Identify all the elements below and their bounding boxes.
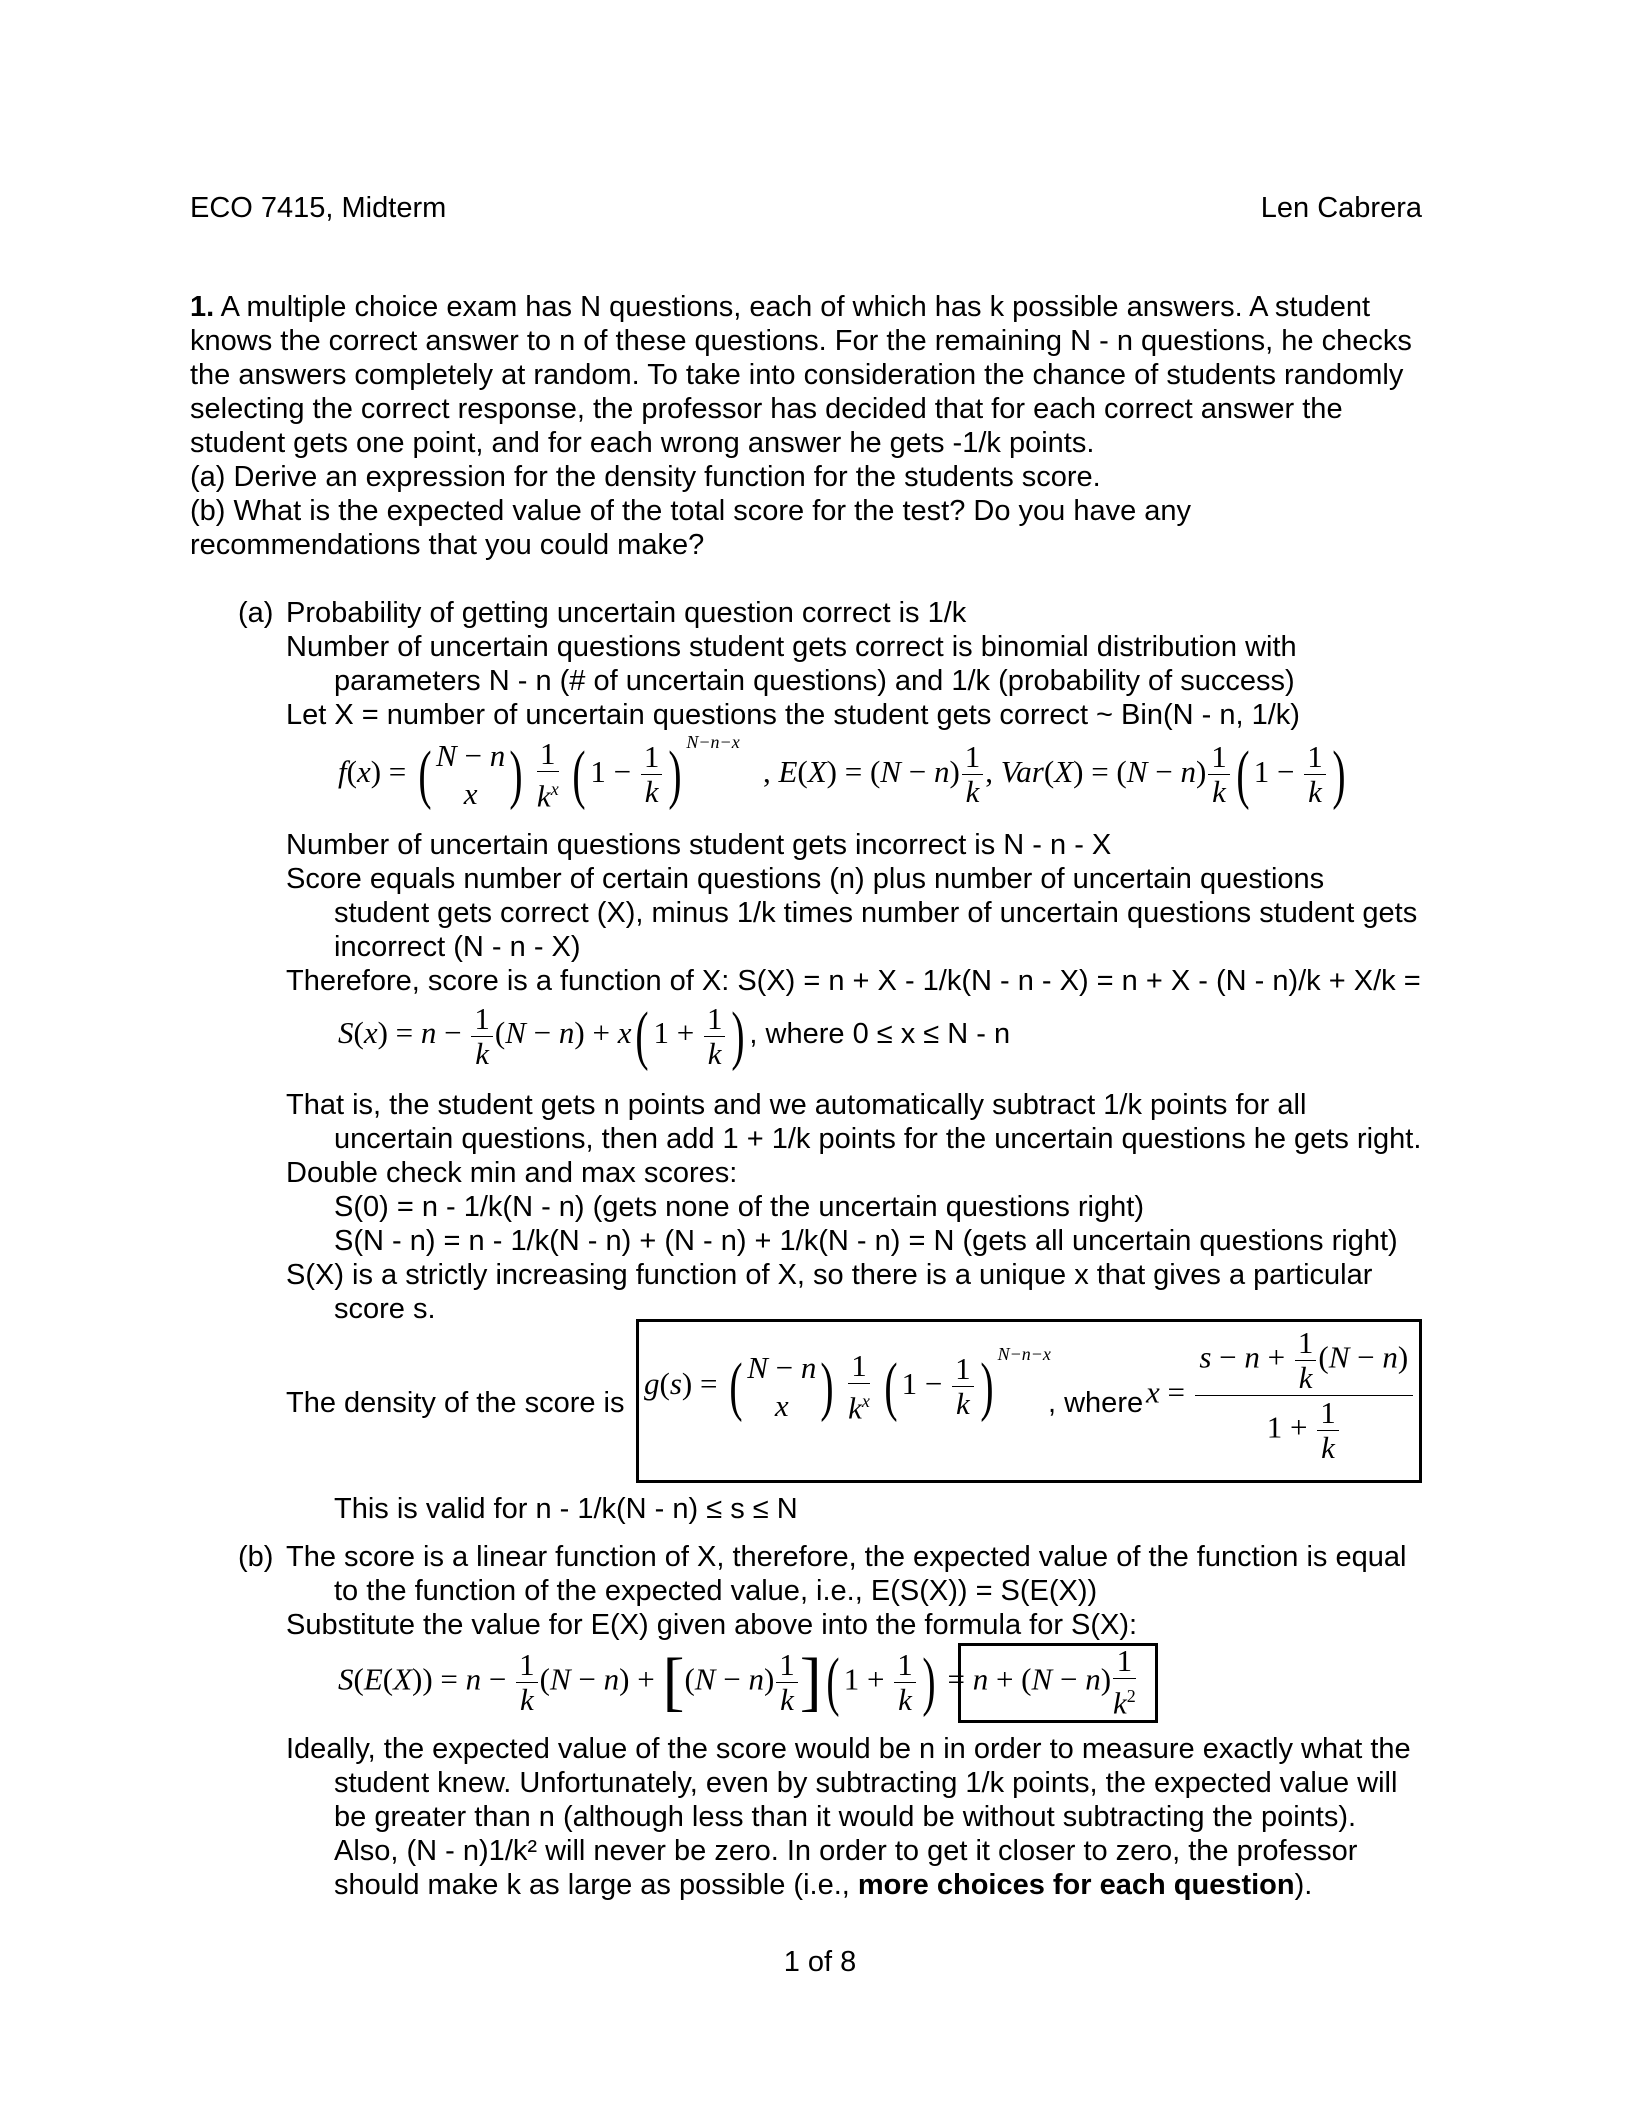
question-line-3: the answers completely at random. To take into consideration the chance of students randomly [190,359,1404,391]
part-a-line-1: Probability of getting uncertain question correct is 1/k [286,597,967,629]
part-a-line-16: score s. [334,1293,436,1325]
part-a-line-12: Double check min and max scores: [286,1157,738,1189]
score-range: , where 0 ≤ x ≤ N - n [749,1018,1011,1051]
part-a-line-11: uncertain questions, then add 1 + 1/k points for the uncertain questions he gets right. [334,1123,1422,1155]
part-b-line-5: student knew. Unfortunately, even by subtracting 1/k points, the expected value will [334,1767,1398,1799]
part-a-line-10: That is, the student gets n points and we automatically subtract 1/k points for all [286,1089,1307,1121]
density-label: The density of the score is [286,1387,625,1419]
part-b-label: (b) [238,1541,274,1573]
formula-score: S(x) = n − $\frac{1}{k}$ (N − n) + x( 1 + $\frac{1}{k}$ ) , where 0 ≤ x ≤ N - n [338,999,1011,1072]
question-line-6: (a) Derive an expression for the density function for the students score. [190,461,1101,493]
question-line-5: student gets one point, and for each wrong answer he gets -1/k points. [190,427,1095,459]
question-line-2: knows the correct answer to n of these questions. For the remaining N - n questions, he checks [190,325,1412,357]
part-a-label: (a) [238,597,274,629]
density-where-label: , where [1048,1387,1144,1419]
part-a-line-7: student gets correct (X), minus 1/k times number of uncertain questions student gets [334,897,1418,929]
formula-pmf: f(x) = ( N − n x ) $\frac{1}{k^x}$ ( 1 − $\frac{1}{k}$ ) $^{N-n-x}$ , E(X) = (N − n) $\frac{1}{k}$ , Var(X) = (N − n) $\frac{1}{k}$ ( 1 − $\frac{1}{k}$ ) [338,732,1346,814]
recommendation-emphasis: more choices for each question [857,1869,1295,1901]
part-b-line-4: Ideally, the expected value of the score would be n in order to measure exactly what the [286,1733,1411,1765]
part-b-line-6: be greater than n (although less than it would be without subtracting the points). [334,1801,1357,1833]
part-a-line-2: Number of uncertain questions student gets correct is binomial distribution with [286,631,1297,663]
question-line-1: 1. A multiple choice exam has N questions, each of which has k possible answers. A student [190,291,1371,323]
question-number: 1. [190,291,215,323]
part-a-line-18: This is valid for n - 1/k(N - n) ≤ s ≤ N [334,1493,798,1525]
formula-expected-score: S(E(X)) = n − $\frac{1}{k}$ (N − n) + [(N − n) $\frac{1}{k}$ ]( 1 + $\frac{1}{k}$ ) = n + (N − n) $\frac{1}{k^2}$ [338,1643,1136,1721]
part-b-line-2: to the function of the expected value, i.e., E(S(X)) = S(E(X)) [334,1575,1098,1607]
part-a-line-3: parameters N - n (# of uncertain questions) and 1/k (probability of success) [334,665,1295,697]
part-a-line-13: S(0) = n - 1/k(N - n) (gets none of the uncertain questions right) [334,1191,1144,1223]
course-title: ECO 7415, Midterm [190,192,447,224]
part-b-line-7: Also, (N - n)1/k² will never be zero. In order to get it closer to zero, the professor [334,1835,1358,1867]
part-a-line-5: Number of uncertain questions student gets incorrect is N - n - X [286,829,1112,861]
part-b-line-8: should make k as large as possible (i.e., more choices for each question). [334,1869,1313,1901]
part-a-line-4: Let X = number of uncertain questions the student gets correct ~ Bin(N - n, 1/k) [286,699,1300,731]
part-a-line-8: incorrect (N - n - X) [334,931,581,963]
formula-x-of-s: x = s − n + $\frac{1}{k}$ (N − n) 1 + $\frac{1}{k}$ [1146,1326,1415,1465]
question-line-8: recommendations that you could make? [190,529,705,561]
part-a-line-14: S(N - n) = n - 1/k(N - n) + (N - n) + 1/k(N - n) = N (gets all uncertain questions right) [334,1225,1398,1257]
part-b-line-1: The score is a linear function of X, therefore, the expected value of the function is equal [286,1541,1407,1573]
author-name: Len Cabrera [1260,192,1422,224]
question-line-7: (b) What is the expected value of the total score for the test? Do you have any [190,495,1192,527]
formula-density: g(s) = ( N − n x ) $\frac{1}{k^x}$ ( 1 − $\frac{1}{k}$ ) $^{N-n-x}$ [644,1344,1051,1426]
part-b-line-3: Substitute the value for E(X) given above into the formula for S(X): [286,1609,1138,1641]
part-a-line-9: Therefore, score is a function of X: S(X) = n + X - 1/k(N - n - X) = n + X - (N - n)/k + X/k = [286,965,1421,997]
page-number: 1 of 8 [783,1946,857,1978]
part-a-line-6: Score equals number of certain questions (n) plus number of uncertain questions [286,863,1325,895]
question-line-4: selecting the correct response, the professor has decided that for each correct answer the [190,393,1343,425]
part-a-line-15: S(X) is a strictly increasing function of X, so there is a unique x that gives a particular [286,1259,1373,1291]
